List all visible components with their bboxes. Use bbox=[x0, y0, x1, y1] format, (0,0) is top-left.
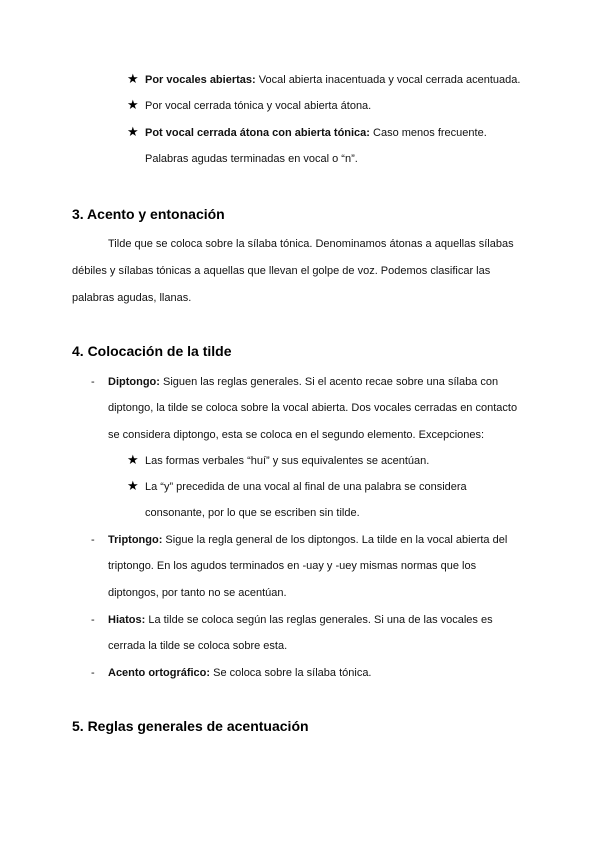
list-item: Triptongo: Sigue la regla general de los diptongos. La tilde en la vocal abierta del bbox=[108, 534, 508, 546]
star-bullet-icon: ★ bbox=[127, 478, 139, 493]
star-bullet-icon: ★ bbox=[127, 97, 139, 112]
paragraph-line: débiles y sílabas tónicas a aquellas que llevan el golpe de voz. Podemos clasificar las bbox=[72, 265, 491, 277]
dash-bullet: - bbox=[91, 376, 95, 388]
star-bullet-icon: ★ bbox=[127, 452, 139, 467]
dash-bullet: - bbox=[91, 667, 95, 679]
section-heading: 3. Acento y entonación bbox=[72, 206, 225, 222]
paragraph-line: palabras agudas, llanas. bbox=[72, 292, 192, 304]
star-bullet-icon: ★ bbox=[127, 71, 139, 86]
list-item-continuation: triptongo. En los agudos terminados en -uay y -uey mismas normas que los bbox=[108, 560, 477, 572]
star-bullet-icon: ★ bbox=[127, 124, 139, 139]
list-item: Pot vocal cerrada átona con abierta tónica: Caso menos frecuente. bbox=[145, 127, 487, 139]
dash-bullet: - bbox=[91, 534, 95, 546]
list-item-continuation: diptongo, la tilde se coloca sobre la vocal abierta. Dos vocales cerradas en contacto bbox=[108, 402, 518, 414]
sub-list-item: Las formas verbales “huí” y sus equivalentes se acentúan. bbox=[145, 455, 430, 467]
section-heading: 4. Colocación de la tilde bbox=[72, 343, 232, 359]
list-item-continuation: Palabras agudas terminadas en vocal o “n”. bbox=[145, 153, 358, 165]
list-item: Hiatos: La tilde se coloca según las reglas generales. Si una de las vocales es bbox=[108, 614, 493, 626]
list-item: Acento ortográfico: Se coloca sobre la sílaba tónica. bbox=[108, 667, 372, 679]
paragraph-line: Tilde que se coloca sobre la sílaba tónica. Denominamos átonas a aquellas sílabas bbox=[108, 238, 514, 250]
sub-list-item: La “y” precedida de una vocal al final de una palabra se considera bbox=[145, 481, 467, 493]
dash-bullet: - bbox=[91, 614, 95, 626]
list-item: Por vocales abiertas: Vocal abierta inacentuada y vocal cerrada acentuada. bbox=[145, 74, 521, 86]
list-item: Diptongo: Siguen las reglas generales. Si el acento recae sobre una sílaba con bbox=[108, 376, 499, 388]
section-heading: 5. Reglas generales de acentuación bbox=[72, 718, 309, 734]
list-item-continuation: se considera diptongo, esta se coloca en el segundo elemento. Excepciones: bbox=[108, 429, 485, 441]
list-item-continuation: cerrada la tilde se coloca sobre esta. bbox=[108, 640, 288, 652]
list-item: Por vocal cerrada tónica y vocal abierta átona. bbox=[145, 100, 372, 112]
list-item-continuation: diptongos, por tanto no se acentúan. bbox=[108, 587, 287, 599]
sub-list-item-continuation: consonante, por lo que se escriben sin tilde. bbox=[145, 507, 360, 519]
